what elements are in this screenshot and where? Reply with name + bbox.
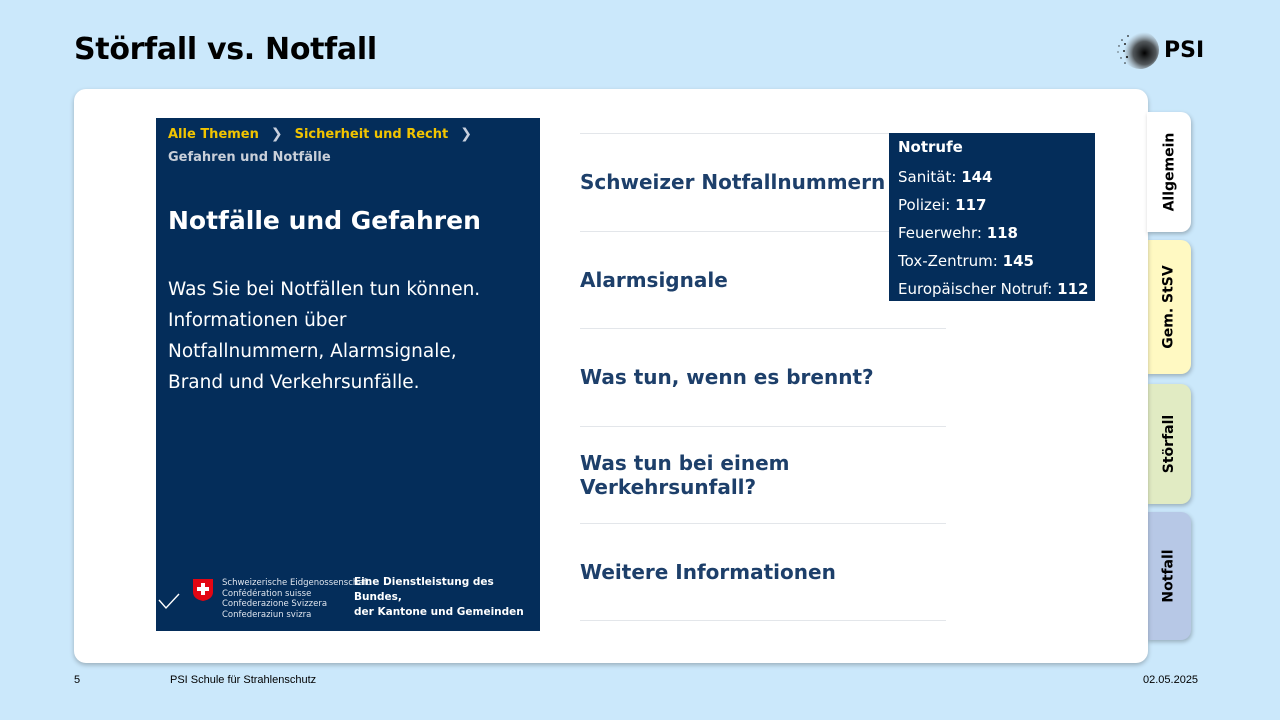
confed-line: Schweizerische Eidgenossenschaft <box>222 578 370 588</box>
emergency-numbers-box <box>889 133 1095 301</box>
number-label: Tox-Zentrum: <box>898 252 998 270</box>
lead-line: Was Sie bei Notfällen tun können. <box>168 279 481 300</box>
breadcrumb-link[interactable]: Sicherheit und Recht <box>294 126 449 142</box>
confed-line: Confederaziun svizra <box>222 609 312 620</box>
chevron-right-icon: ❯ <box>460 126 472 142</box>
chevron-right-icon: ❯ <box>270 126 283 142</box>
panel-title: Notfälle und Gefahren <box>168 206 481 235</box>
slide-title: Störfall vs. Notfall <box>74 32 377 67</box>
lead-line: Informationen über <box>168 310 347 331</box>
number-value: 145 <box>1002 252 1034 270</box>
tab-label: Notfall <box>1161 549 1178 603</box>
link-brand[interactable]: Was tun, wenn es brennt? <box>580 328 946 426</box>
tab-label: Allgemein <box>1161 132 1177 212</box>
link-alarmsignale[interactable]: Alarmsignale <box>580 231 946 329</box>
tab-label: Störfall <box>1161 414 1177 474</box>
emergency-number <box>898 275 1095 303</box>
footer-date: 02.05.2025 <box>1143 674 1199 686</box>
page-number: 5 <box>74 674 81 686</box>
number-value: 112 <box>1057 280 1089 298</box>
emergency-number <box>898 219 1095 247</box>
link-verkehrsunfall[interactable]: Was tun bei einem Verkehrsunfall? <box>580 426 946 524</box>
service-line: Eine Dienstleistung des Bundes, <box>354 576 494 603</box>
hero-panel <box>156 118 540 631</box>
breadcrumb <box>168 126 484 142</box>
number-label: Europäischer Notruf: <box>898 280 1053 298</box>
tab-label: Gem. StSV <box>1161 265 1177 349</box>
link-notfallnummern[interactable]: Schweizer Notfallnummern <box>580 133 946 231</box>
number-value: 118 <box>986 224 1018 242</box>
number-label: Sanität: <box>898 168 957 186</box>
number-value: 117 <box>955 196 987 214</box>
tab-stoerfall[interactable] <box>1147 384 1191 504</box>
link-weitere-informationen[interactable]: Weitere Informationen <box>580 523 946 621</box>
confed-line: Confederazione Svizzera <box>222 599 328 609</box>
service-note <box>354 575 540 620</box>
psi-logo <box>1114 30 1214 70</box>
lead-line: Notfallnummern, Alarmsignale, <box>168 341 457 362</box>
emergency-number <box>898 163 1095 191</box>
tab-notfall[interactable] <box>1147 512 1191 640</box>
psi-dot-sphere-icon <box>1114 30 1162 70</box>
emergency-number <box>898 247 1095 275</box>
emergency-number <box>898 191 1095 219</box>
breadcrumb-current: Gefahren und Notfälle <box>168 150 331 165</box>
lead-line: Brand und Verkehrsunfälle. <box>168 372 420 393</box>
content-card <box>74 89 1148 663</box>
chevron-check-icon <box>158 592 180 614</box>
swiss-cross-icon <box>192 578 214 602</box>
number-value: 144 <box>961 168 993 186</box>
number-label: Feuerwehr: <box>898 224 982 242</box>
tab-gem-stsv[interactable] <box>1147 240 1191 374</box>
panel-footer <box>156 570 540 630</box>
panel-lead <box>168 274 528 398</box>
emergency-numbers-title: Notrufe <box>898 138 963 156</box>
breadcrumb-link[interactable]: Alle Themen <box>168 126 259 142</box>
footer-organisation: PSI Schule für Strahlenschutz <box>170 674 317 686</box>
confed-line: Confédération suisse <box>222 588 312 599</box>
number-label: Polizei: <box>898 196 951 214</box>
confederation-name <box>222 578 370 620</box>
service-line: der Kantone und Gemeinden <box>354 606 524 618</box>
tab-allgemein[interactable] <box>1147 112 1191 232</box>
logo-text: PSI <box>1164 37 1205 63</box>
